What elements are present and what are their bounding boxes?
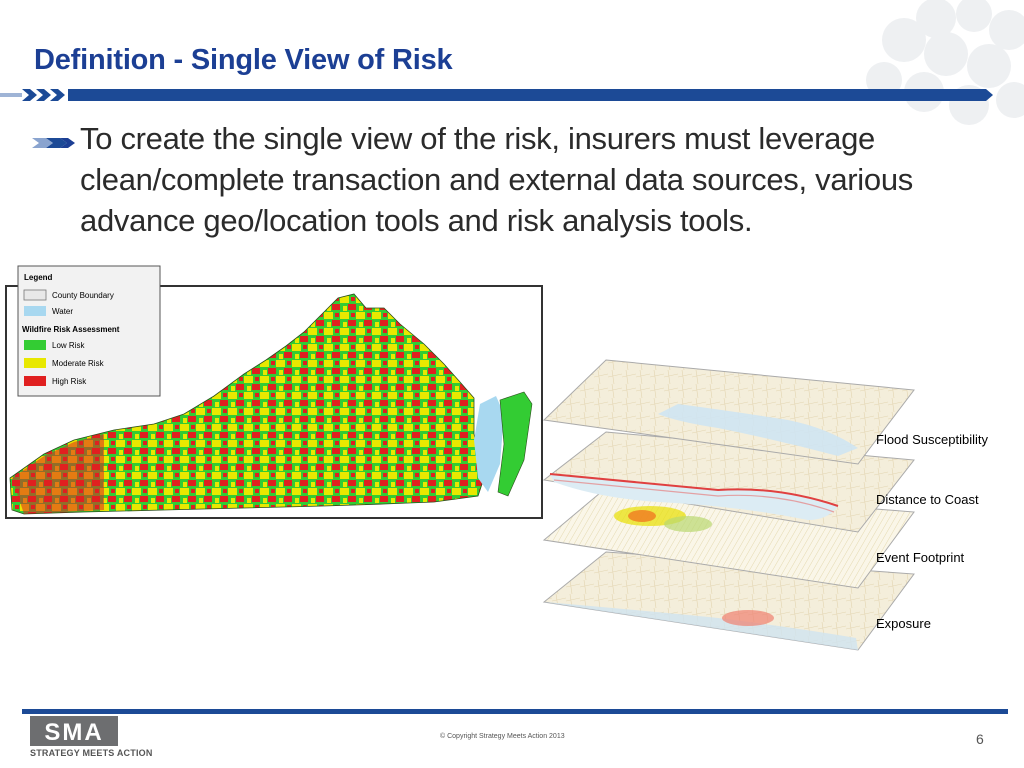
layer-label-flood: Flood Susceptibility [876, 432, 988, 447]
legend-county-boundary: County Boundary [52, 291, 114, 300]
slide-title: Definition - Single View of Risk [34, 44, 453, 76]
logo-tagline: STRATEGY MEETS ACTION [30, 748, 153, 758]
footer-rule [22, 706, 1008, 716]
virginia-wildfire-risk-map [4, 264, 544, 520]
background-circles-decoration [824, 0, 1024, 130]
layer-label-exposure: Exposure [876, 616, 931, 631]
page-number: 6 [976, 731, 984, 747]
bullet-text: To create the single view of the risk, insurers must leverage clean/complete transaction and external data sources, various advance geo/location tools and risk analysis tools. [80, 121, 913, 238]
gis-layers-illustration [538, 356, 1008, 652]
layer-label-coast: Distance to Coast [876, 492, 979, 507]
legend-water: Water [52, 307, 74, 316]
legend-low-risk: Low Risk [52, 341, 85, 350]
legend-title: Legend [24, 273, 53, 282]
logo-mark: SMA [44, 719, 104, 746]
legend-assessment-title: Wildfire Risk Assessment [22, 325, 120, 334]
layer-label-event: Event Footprint [876, 550, 965, 565]
legend-high-risk: High Risk [52, 377, 87, 386]
bullet-arrow-icon [32, 136, 76, 150]
copyright-text: © Copyright Strategy Meets Action 2013 [440, 733, 565, 740]
title-underline-rule [0, 88, 994, 102]
legend-moderate-risk: Moderate Risk [52, 359, 104, 368]
